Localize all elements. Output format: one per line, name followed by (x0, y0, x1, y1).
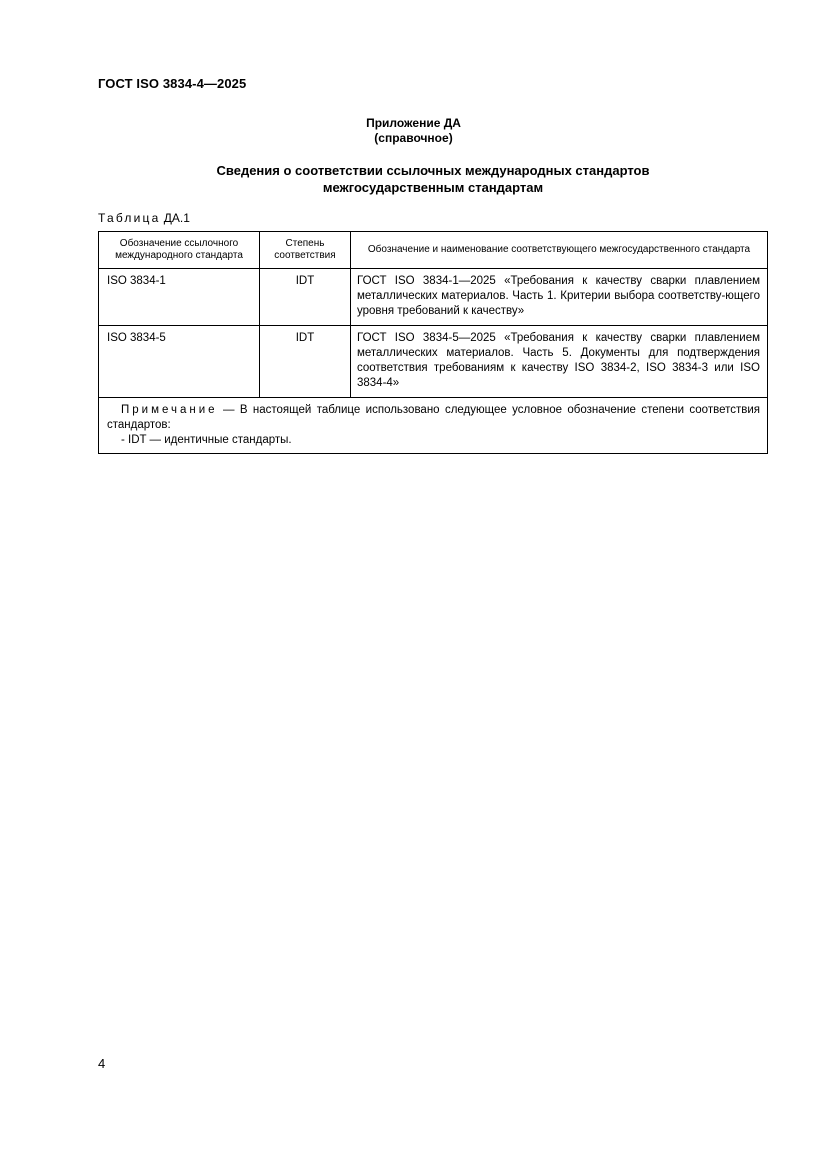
page-number: 4 (98, 1056, 106, 1071)
cell-standard: ISO 3834-1 (99, 269, 260, 326)
table-note-row (99, 398, 768, 454)
table-caption-number: ДА.1 (163, 211, 190, 225)
correspondence-table (98, 231, 768, 454)
table-caption (98, 211, 190, 225)
column-header-interstate-standard: Обозначение и наименование соответствующего межгосударственного стандарта (351, 232, 768, 269)
annex-title (0, 162, 827, 196)
annex-title-line-1: Сведения о соответствии ссылочных международных стандартов (216, 163, 650, 178)
annex-title-line-2: межгосударственным стандартам (322, 180, 544, 195)
annex-type: (справочное) (374, 131, 453, 145)
note-item: - IDT — идентичные стандарты. (121, 434, 292, 446)
annex-label: Приложение ДА (366, 116, 461, 130)
cell-degree: IDT (260, 326, 351, 398)
cell-interstate-name: ГОСТ ISO 3834-1—2025 «Требования к качеству сварки плавлением металлических материалов. Часть 1. Критерии выбора соответству-ющего уровня требований к качеству» (351, 269, 768, 326)
table-caption-word: Таблица (98, 211, 161, 225)
table-row (99, 326, 768, 398)
note-text (107, 403, 760, 433)
note-label: Примечание (121, 404, 218, 416)
column-header-degree: Степень соответствия (260, 232, 351, 269)
cell-interstate-name: ГОСТ ISO 3834-5—2025 «Требования к качеству сварки плавлением металлических материалов. Часть 5. Документы для подтверждения соответствия требованиям к качеству ISO 3834-2, ISO 3834-3 или ISO 3834-4» (351, 326, 768, 398)
cell-degree: IDT (260, 269, 351, 326)
table-note (99, 398, 768, 454)
note-body: — В настоящей таблице использовано следующее условное обозначение степени соответствия стандартов: (107, 404, 760, 431)
column-header-international-standard: Обозначение ссылочного международного стандарта (99, 232, 260, 269)
table-row (99, 269, 768, 326)
document-code: ГОСТ ISO 3834-4—2025 (98, 76, 247, 91)
annex-heading (0, 116, 827, 146)
cell-standard: ISO 3834-5 (99, 326, 260, 398)
table-header-row (99, 232, 768, 269)
